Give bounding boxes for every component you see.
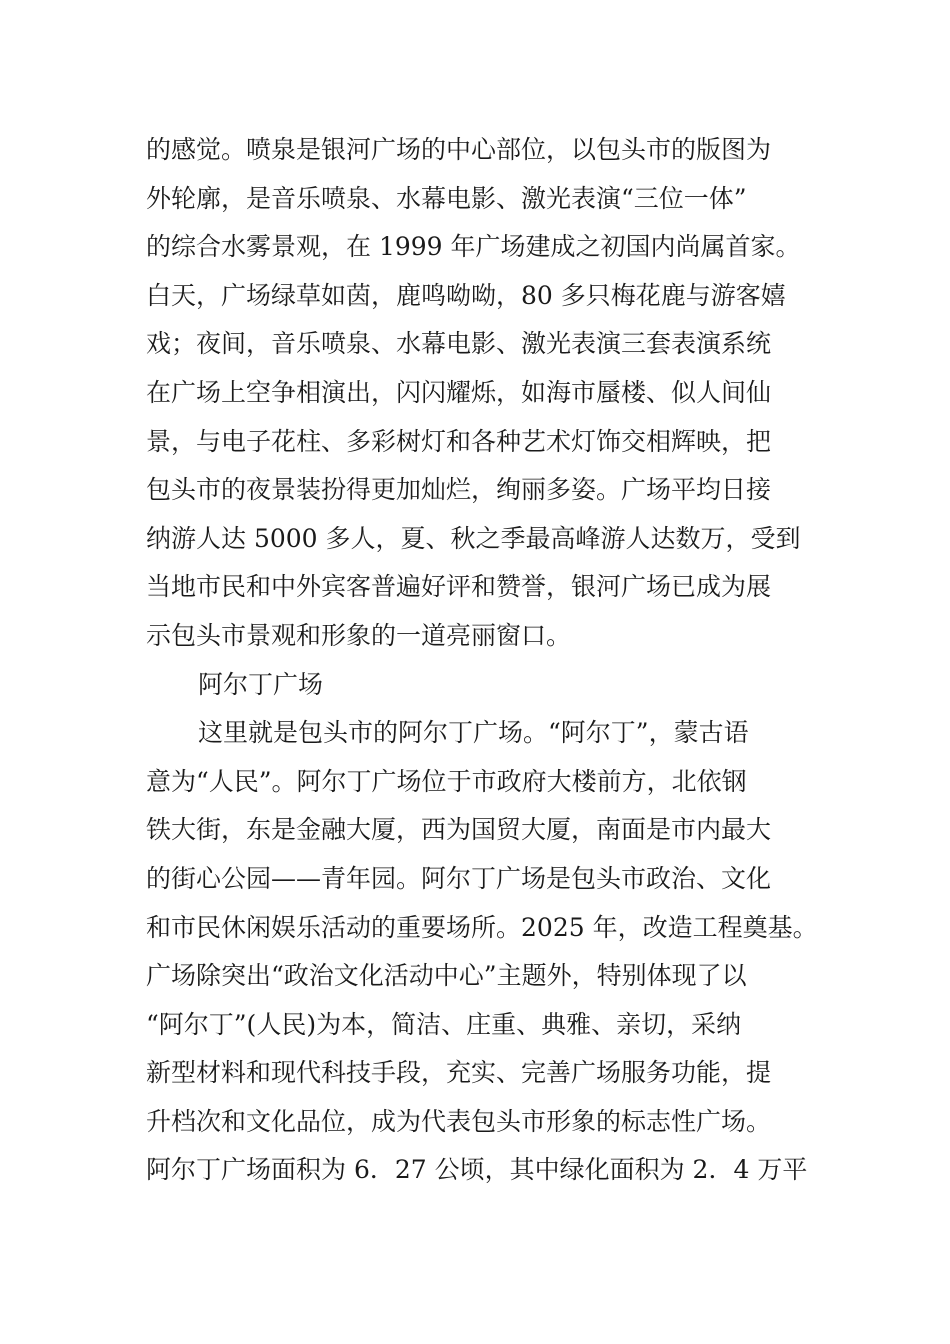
text-line: 的综合水雾景观，在 1999 年广场建成之初国内尚属首家。 [146, 232, 801, 262]
text-line: 阿尔丁广场面积为 6．27 公顷，其中绿化面积为 2．4 万平 [146, 1155, 808, 1185]
text-line: 外轮廓，是音乐喷泉、水幕电影、激光表演“三位一体” [146, 183, 747, 213]
text-line: 意为“人民”。阿尔丁广场位于市政府大楼前方，北依钢 [146, 766, 747, 796]
text-line: 当地市民和中外宾客普遍好评和赞誉，银河广场已成为展 [146, 572, 772, 602]
text-line: 白天，广场绿草如茵，鹿鸣呦呦，80 多只梅花鹿与游客嬉 [146, 280, 786, 310]
text-line: 景，与电子花柱、多彩树灯和各种艺术灯饰交相辉映，把 [146, 426, 772, 456]
text-line: 升档次和文化品位，成为代表包头市形象的标志性广场。 [146, 1106, 772, 1136]
text-line: 的街心公园——青年园。阿尔丁广场是包头市政治、文化 [146, 863, 772, 893]
section-heading: 阿尔丁广场 [198, 669, 324, 699]
text-line: 新型材料和现代科技手段，充实、完善广场服务功能，提 [146, 1058, 772, 1088]
text-line: 包头市的夜景装扮得更加灿烂，绚丽多姿。广场平均日接 [146, 475, 772, 505]
text-line: 在广场上空争相演出，闪闪耀烁，如海市蜃楼、似人间仙 [146, 377, 772, 407]
text-line: “阿尔丁”(人民)为本，简洁、庄重、典雅、亲切，采纳 [146, 1009, 742, 1039]
text-line: 戏；夜间，音乐喷泉、水幕电影、激光表演三套表演系统 [146, 329, 772, 359]
text-line: 这里就是包头市的阿尔丁广场。“阿尔丁”，蒙古语 [198, 718, 749, 748]
text-line: 铁大街，东是金融大厦，西为国贸大厦，南面是市内最大 [146, 815, 772, 845]
text-line: 纳游人达 5000 多人，夏、秋之季最高峰游人达数万，受到 [146, 523, 801, 553]
text-line: 示包头市景观和形象的一道亮丽窗口。 [146, 620, 572, 650]
text-line: 和市民休闲娱乐活动的重要场所。2025 年，改造工程奠基。 [146, 912, 818, 942]
text-line: 广场除突出“政治文化活动中心”主题外，特别体现了以 [146, 961, 747, 991]
body-text [146, 126, 826, 1195]
text-line: 的感觉。喷泉是银河广场的中心部位，以包头市的版图为 [146, 135, 772, 164]
